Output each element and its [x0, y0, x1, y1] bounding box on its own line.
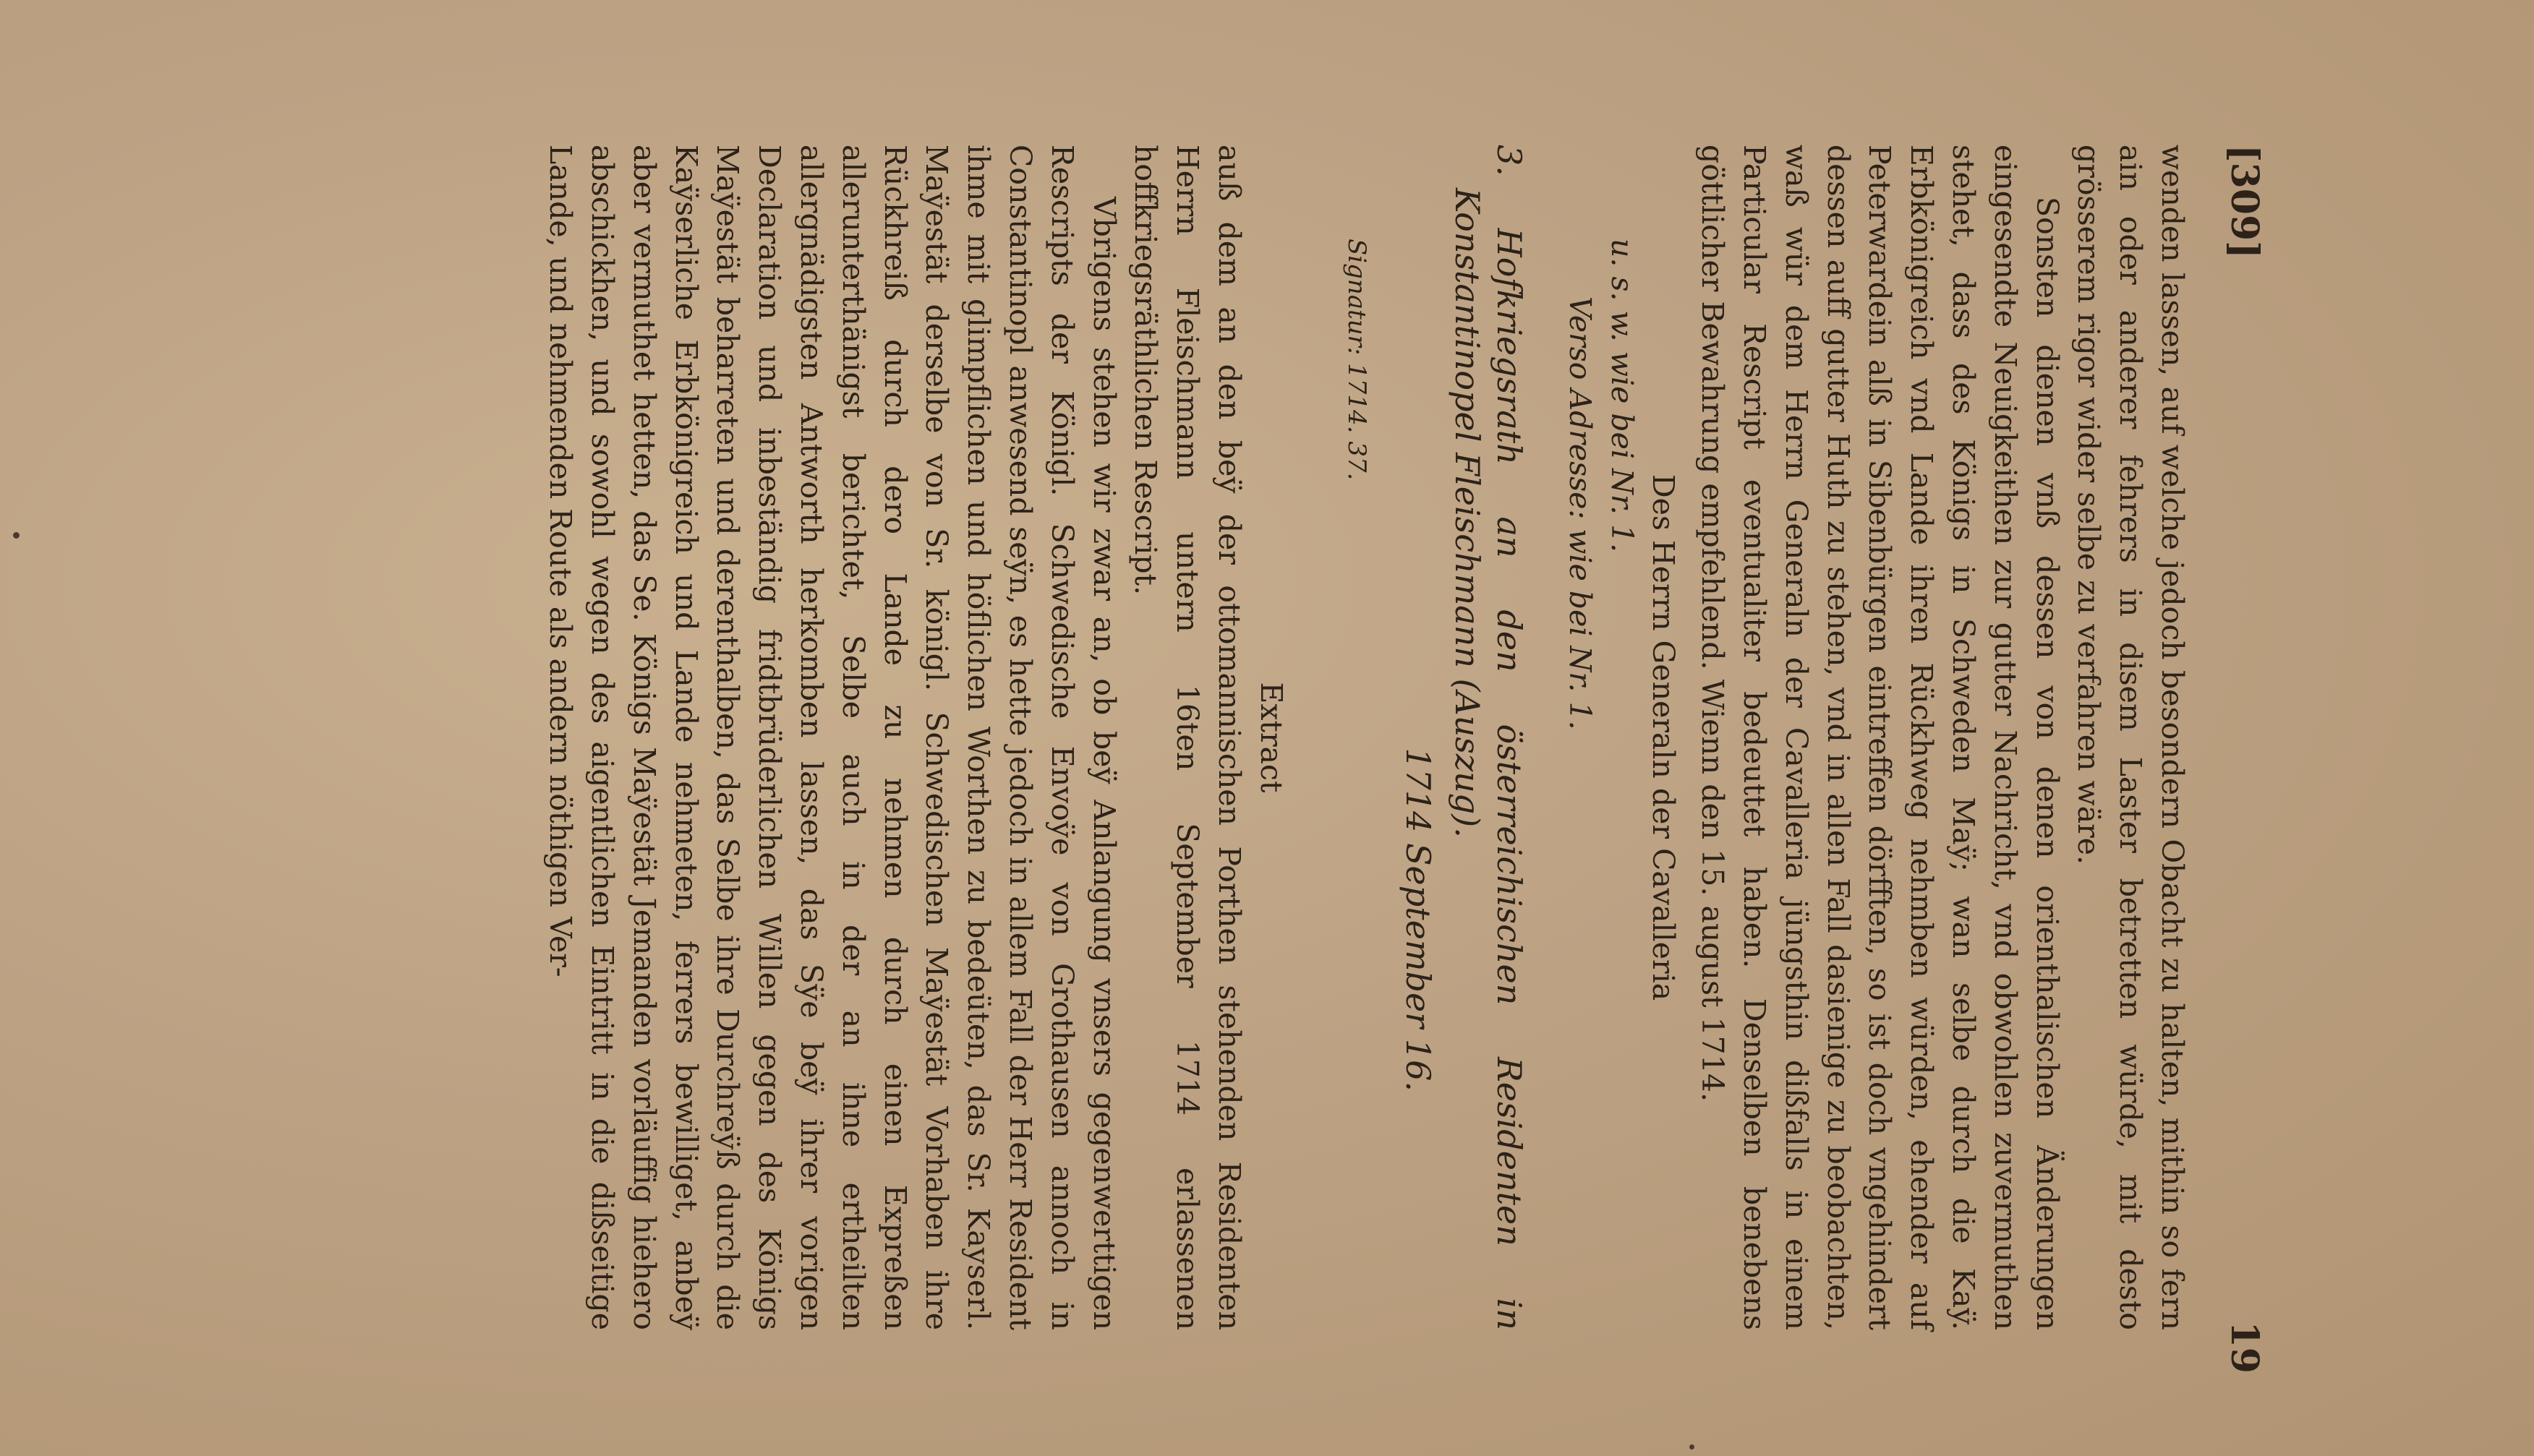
page-number-bracketed: [309] [2222, 145, 2266, 259]
page-number: 19 [2222, 1321, 2266, 1374]
doc1-verso-address: Verso Adresse: wie bei Nr. 1. [1562, 296, 1597, 730]
body-text [539, 145, 2193, 1330]
doc2-heading: 3. Hofkriegsrath an den österreichischen Residenten in Konstantinopel Fleischmann (Auszug). [1448, 145, 1530, 1330]
running-header [2223, 145, 2266, 1374]
doc2-paragraph-1: auß dem an den beÿ der ottomannischen Porthen stehenden Residenten Herrn Fleischmann untern 16ten September 1714 erlassenen hoffkriegsräthlichen Rescript. [1128, 145, 1247, 1330]
doc1-paragraph-2: Sonsten dienen vnß dessen von denen orienthalischen Änderungen eingesendte Neuigkeithen zur gutter Nachricht, vnd obwohlen zuvermuthen stehet, dass des Königs in Schweden Maÿ; wan selbe durch die Kaÿ. Erbkönigreich vnd Lande ihren Rückhweg nehmben würden, ehender auf Peterwardein alß in Sibenbürgen eintreffen dörfften, so ist doch vngehindert dessen auff gutter Huth zu stehen, vnd in allen Fall dasienige zu beobachten, waß wür dem Herrn Generaln der Cavalleria jüngsthin dißfalls in einem Particular Rescript eventualiter bedeuttet haben. Denselben benebens göttlicher Bewahrung empfehlend. Wienn den 15. august 1714. [1695, 145, 2065, 1330]
doc1-signature-line: Des Herrn Generaln der Cavalleria [1646, 474, 1681, 1001]
doc2-paragraph-2: Vbrigens stehen wir zwar an, ob beÿ Anlangung vnsers gegenwerttigen Rescripts der Königl. Schwedische Envoÿe von Grothausen annoch in Constantinopl anwesend seÿn, es hette jedoch in allem Fall der Herr Resident ihme mit glimpflichen und höflichen Worthen zu bedeüten, das Sr. Kayserl. Maÿestät derselbe von Sr. königl. Schwedischen Maÿestät Vorhaben ihre Rückhreiß durch dero Lande zu nehmen durch einen Expreßen allerunterthänigst berichtet, Selbe auch in der an ihne ertheilten allergnädigsten Antworth herkomben lassen, das Sÿe beÿ ihrer vorigen Declaration und inbeständig fridtbrüderlichen Willen gegen des Königs Maÿestät beharreten und derenthalben, das Selbe ihre Durchreÿß durch die Kaÿserliche Erbkönigreich und Lande nehmeten, ferrers bewilliget, anbeÿ aber vermuthet hetten, das Se. Königs Maÿestät Jemanden vorläuffig hiehero abschickhen, und sowohl wegen des aigentlichen Eintritt in die dißseitige Lande, und nehmenden Route als andern nöthigen Ver- [543, 145, 1122, 1330]
doc1-signature-note: u. s. w. wie bei Nr. 1. [1604, 239, 1639, 553]
doc2-date: 1714 September 16. [1399, 748, 1438, 1092]
doc1-paragraph-1: wenden lassen, auf welche jedoch besondern Obacht zu halten, mithin so fern ain oder anderer fehrers in disem Laster betretten würde, mit desto grösserem rigor wider selbe zu verfahren wäre. [2071, 145, 2190, 1330]
doc2-signatur: Signatur: 1714. 37. [1341, 239, 1371, 481]
doc2-extract-label: Extract [1253, 682, 1289, 793]
